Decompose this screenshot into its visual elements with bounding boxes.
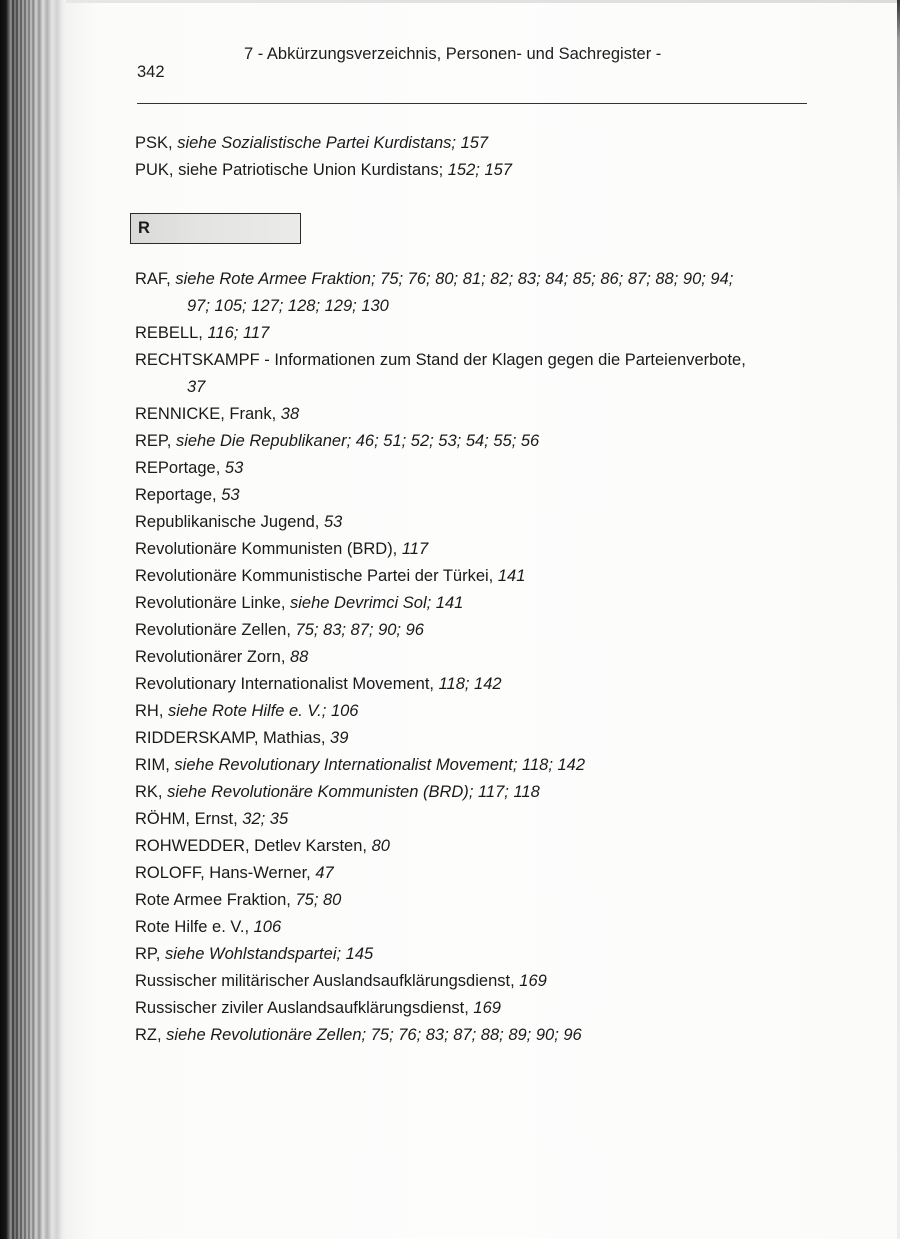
section-letter-box xyxy=(130,213,301,244)
index-entry-rechtskampf xyxy=(135,347,825,373)
entry-head: REP, xyxy=(135,432,176,450)
entry-pages: 118; 142 xyxy=(438,675,502,693)
entry-cross-reference: siehe Rote Hilfe e. V. xyxy=(168,702,322,720)
index-entry-revolutionaere-kommunisten xyxy=(135,536,825,562)
page-number: 342 xyxy=(137,63,165,81)
entry-pages: ; 117; 118 xyxy=(468,783,540,801)
entry-pages: 53 xyxy=(221,486,240,504)
entry-pages: ; 46; 51; 52; 53; 54; 55; 56 xyxy=(346,432,540,450)
book-spine xyxy=(0,0,66,1239)
index-entry-reportage-caps xyxy=(135,455,825,481)
entry-pages: 169 xyxy=(519,972,547,990)
entry-pages: ; 118; 142 xyxy=(512,756,586,774)
index-entry-raf xyxy=(135,266,825,292)
entry-head: RIDDERSKAMP, Mathias, xyxy=(135,729,331,747)
index-entry-rote-armee-fraktion xyxy=(135,887,825,913)
entry-pages: 80 xyxy=(371,837,390,855)
entry-pages: ; 106 xyxy=(321,702,359,720)
entry-head: RENNICKE, Frank, xyxy=(135,405,281,423)
entry-pages: 117 xyxy=(401,540,429,558)
entry-head: ROLOFF, Hans-Werner, xyxy=(135,864,316,882)
entry-pages: ; 75; 76; 80; 81; 82; 83; 84; 85; 86; 87; 88; 90; 94; xyxy=(370,270,734,288)
entry-head: PSK, xyxy=(135,134,178,152)
entry-head: Revolutionary Internationalist Movement, xyxy=(135,675,439,693)
header-rule xyxy=(137,103,807,104)
entry-head: RK, xyxy=(135,783,168,801)
entry-pages: ; 141 xyxy=(426,594,464,612)
entry-cross-reference: siehe Revolutionäre Zellen xyxy=(166,1026,362,1044)
entry-pages: 32; 35 xyxy=(242,810,289,828)
index-entry-rim xyxy=(135,752,825,778)
entry-head: RIM, xyxy=(135,756,175,774)
index-entry-rz xyxy=(135,1022,825,1048)
index-entry-russischer-ziviler xyxy=(135,995,825,1021)
index-entry-revolutionary-internationalist-movement xyxy=(135,671,825,697)
index-entry-psk xyxy=(135,130,825,156)
page-top-edge xyxy=(66,0,900,3)
entry-head: RP, xyxy=(135,945,165,963)
entry-pages: 75; 83; 87; 90; 96 xyxy=(295,621,424,639)
entry-pages: 169 xyxy=(473,999,501,1017)
entry-head: ROHWEDDER, Detlev Karsten, xyxy=(135,837,372,855)
entry-pages: 47 xyxy=(315,864,334,882)
running-head: 7 - Abkürzungsverzeichnis, Personen- und Sachregister - xyxy=(244,45,662,63)
entry-pages: ; 157 xyxy=(451,134,489,152)
entry-pages: 88 xyxy=(290,648,309,666)
entry-pages-continued: 97; 105; 127; 128; 129; 130 xyxy=(187,297,389,315)
index-entry-raf-continuation xyxy=(187,293,389,319)
index-entry-rebell xyxy=(135,320,825,346)
index-entry-revolutionaere-linke xyxy=(135,590,825,616)
entry-cross-reference: siehe Sozialistische Partei Kurdistans xyxy=(177,134,452,152)
entry-pages: ; 145 xyxy=(336,945,374,963)
entry-head: Revolutionäre Zellen, xyxy=(135,621,296,639)
entry-pages: 152; 157 xyxy=(447,161,512,179)
index-entry-rp xyxy=(135,941,825,967)
index-entry-roloff xyxy=(135,860,825,886)
index-entry-roehm xyxy=(135,806,825,832)
entry-head: PUK, siehe Patriotische Union Kurdistans; xyxy=(135,161,448,179)
index-entry-russischer-militaerischer xyxy=(135,968,825,994)
index-entry-revolutionaere-zellen xyxy=(135,617,825,643)
index-entry-rote-hilfe xyxy=(135,914,825,940)
index-entry-rh xyxy=(135,698,825,724)
entry-head: RH, xyxy=(135,702,168,720)
entry-pages: 38 xyxy=(280,405,300,423)
entry-head: Revolutionäre Kommunistische Partei der Türkei, xyxy=(135,567,498,585)
entry-pages: 53 xyxy=(224,459,244,477)
index-entry-puk xyxy=(135,157,825,183)
index-entry-revolutionaerer-zorn xyxy=(135,644,825,670)
entry-head: REBELL, xyxy=(135,324,208,342)
index-entry-republikanische-jugend xyxy=(135,509,825,535)
entry-head: RÖHM, Ernst, xyxy=(135,810,243,828)
entry-head: Russischer ziviler Auslandsaufklärungsdienst, xyxy=(135,999,474,1017)
index-entry-revolutionaere-kommunistische-partei xyxy=(135,563,825,589)
index-entry-rechtskampf-continuation xyxy=(187,374,205,400)
entry-pages: 141 xyxy=(497,567,526,585)
entry-head: REPortage, xyxy=(135,459,225,477)
entry-cross-reference: siehe Revolutionäre Kommunisten (BRD) xyxy=(167,783,469,801)
entry-pages: 75; 80 xyxy=(295,891,342,909)
entry-cross-reference: siehe Revolutionary Internationalist Movement xyxy=(174,756,513,774)
entry-pages-continued: 37 xyxy=(187,378,206,396)
index-entry-reportage xyxy=(135,482,825,508)
entry-head: Revolutionärer Zorn, xyxy=(135,648,290,666)
entry-pages: 53 xyxy=(323,513,343,531)
entry-head: Republikanische Jugend, xyxy=(135,513,324,531)
entry-head: Reportage, xyxy=(135,486,222,504)
entry-head: Revolutionäre Linke, xyxy=(135,594,291,612)
entry-cross-reference: siehe Wohlstandspartei xyxy=(164,945,337,963)
index-entry-rohwedder xyxy=(135,833,825,859)
entry-cross-reference: siehe Die Republikaner xyxy=(175,432,347,450)
entry-head: RECHTSKAMPF - Informationen zum Stand der Klagen gegen die Parteienverbote, xyxy=(135,351,746,369)
entry-head: Revolutionäre Kommunisten (BRD), xyxy=(135,540,402,558)
index-entry-ridderskamp xyxy=(135,725,825,751)
entry-pages: 39 xyxy=(330,729,349,747)
entry-head: RAF, xyxy=(135,270,176,288)
entry-cross-reference: siehe Devrimci Sol xyxy=(290,594,427,612)
entry-head: Rote Armee Fraktion, xyxy=(135,891,296,909)
entry-pages: 106 xyxy=(253,918,282,936)
index-entry-rk xyxy=(135,779,825,805)
entry-head: Rote Hilfe e. V., xyxy=(135,918,254,936)
section-letter: R xyxy=(138,219,150,237)
entry-pages: ; 75; 76; 83; 87; 88; 89; 90; 96 xyxy=(361,1026,582,1044)
entry-cross-reference: siehe Rote Armee Fraktion xyxy=(175,270,371,288)
index-entry-rep xyxy=(135,428,825,454)
entry-head: Russischer militärischer Auslandsaufklärungsdienst, xyxy=(135,972,520,990)
index-entry-rennicke xyxy=(135,401,825,427)
entry-head: RZ, xyxy=(135,1026,167,1044)
entry-pages: 116; 117 xyxy=(207,324,270,342)
